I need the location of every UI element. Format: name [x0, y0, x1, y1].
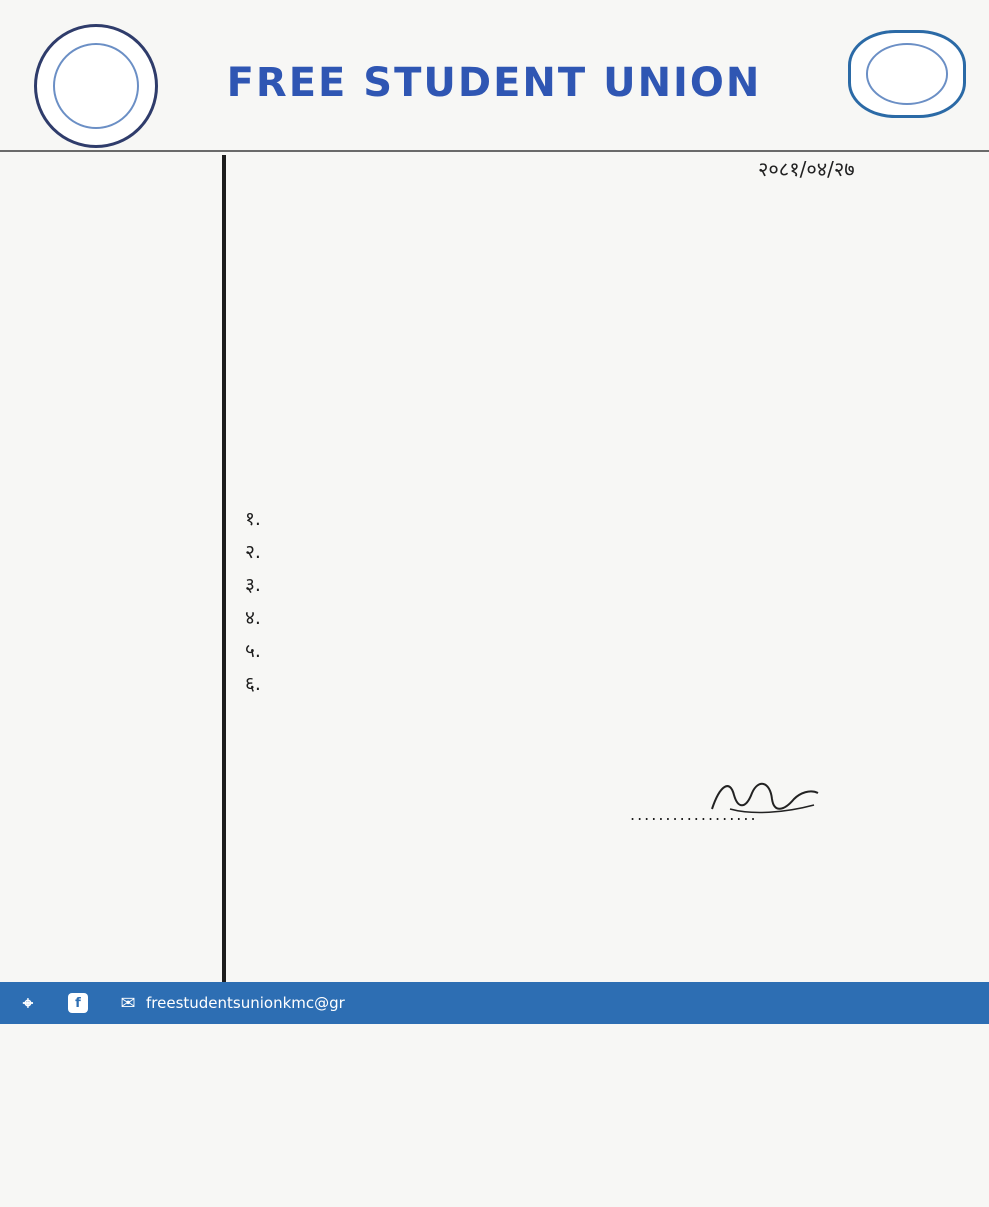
sidebar-member — [30, 639, 212, 679]
student-detail — [472, 569, 960, 602]
sidebar-member-name — [30, 433, 212, 447]
sidebar-member-number — [30, 887, 212, 899]
letter-date: २०८१/०४/२७ — [758, 157, 855, 181]
student-index: ६. — [245, 673, 261, 695]
student-row — [245, 536, 960, 569]
sidebar-member-role — [30, 903, 212, 917]
reference-meta — [46, 110, 136, 114]
location-pin-icon: ⌖ — [22, 992, 34, 1014]
sidebar-member — [30, 199, 212, 239]
sidebar-member-name — [30, 1137, 212, 1151]
sidebar-member-name — [30, 829, 212, 843]
right-seal-inner-ring — [866, 43, 948, 104]
facebook-icon: f — [68, 993, 88, 1013]
sidebar-member-name — [30, 1093, 212, 1107]
sidebar-member-number — [30, 491, 212, 503]
sidebar-member-role — [30, 683, 212, 697]
student-index: ३. — [245, 574, 261, 596]
sidebar-member — [30, 1079, 212, 1119]
title-block — [188, 14, 800, 112]
sidebar-member — [30, 947, 212, 987]
student-index: १. — [245, 508, 261, 530]
sidebar-member — [30, 1123, 212, 1163]
left-seal-logo — [34, 24, 158, 148]
sidebar-member-number — [30, 227, 212, 239]
sidebar-member — [30, 727, 212, 767]
sidebar-member-role — [30, 947, 212, 961]
letter-subject — [245, 279, 960, 305]
sidebar-member-name — [30, 565, 212, 579]
sidebar-member-role — [30, 243, 212, 257]
letter-body — [245, 175, 960, 701]
footer-bar — [0, 982, 989, 1024]
sidebar-member — [30, 507, 212, 547]
student-name — [269, 602, 472, 635]
student-row — [245, 602, 960, 635]
sidebar-member-role — [30, 463, 212, 477]
sidebar-member-name — [30, 213, 212, 227]
student-name — [269, 569, 472, 602]
sidebar-member-name — [30, 653, 212, 667]
sidebar-member-number — [30, 1151, 212, 1163]
sidebar-member-name — [30, 741, 212, 755]
sidebar-member-name — [30, 785, 212, 799]
right-seal-logo — [848, 30, 966, 118]
sidebar-member-role — [30, 507, 212, 521]
sidebar-member-name — [30, 521, 212, 535]
executive-sidebar — [30, 155, 226, 983]
sidebar-member — [30, 243, 212, 283]
sidebar-list — [30, 155, 212, 1207]
sidebar-member — [30, 551, 212, 591]
signature-dotted-line: .................. — [630, 805, 758, 824]
sidebar-member-number — [30, 711, 212, 723]
footer-email[interactable] — [118, 993, 345, 1013]
sidebar-member-role — [30, 331, 212, 345]
sidebar-member-role — [30, 859, 212, 873]
sidebar-member-role — [30, 287, 212, 301]
signature-block — [630, 775, 850, 895]
student-name — [269, 503, 472, 536]
sidebar-member-name — [30, 477, 212, 491]
brand-english: FREE STUDENT UNION — [226, 60, 762, 106]
sidebar-member-name — [30, 257, 212, 271]
footer-facebook[interactable] — [68, 993, 106, 1013]
student-detail — [472, 635, 960, 668]
mail-icon: ✉ — [120, 992, 136, 1014]
sidebar-member — [30, 859, 212, 899]
sidebar-member-number — [30, 183, 212, 195]
student-name — [269, 536, 472, 569]
sidebar-member — [30, 683, 212, 723]
recipient-address — [245, 175, 960, 265]
sidebar-member — [30, 1035, 212, 1075]
letter-body-paragraph — [245, 325, 960, 475]
sidebar-member-role — [30, 375, 212, 389]
student-row — [245, 635, 960, 668]
sidebar-member-name — [30, 917, 212, 931]
sidebar-member — [30, 419, 212, 459]
sidebar-member-number — [30, 755, 212, 767]
sidebar-member-name — [30, 697, 212, 711]
student-index: ५. — [245, 640, 261, 662]
sidebar-member-number — [30, 799, 212, 811]
sidebar-member-name — [30, 301, 212, 315]
student-detail — [472, 668, 960, 701]
sidebar-member — [30, 815, 212, 855]
sidebar-member — [30, 771, 212, 811]
sidebar-member-number — [30, 1107, 212, 1119]
letterhead-header — [0, 0, 989, 152]
student-index: ४. — [245, 607, 261, 629]
sidebar-member-role — [30, 727, 212, 741]
student-detail — [472, 602, 960, 635]
sidebar-member-role — [30, 639, 212, 653]
sidebar-member-name — [30, 345, 212, 359]
sidebar-member-role — [30, 1167, 212, 1181]
left-seal-inner-ring — [53, 43, 140, 130]
recipient-line-3 — [245, 235, 960, 265]
footer-office — [18, 993, 56, 1013]
sidebar-member-role — [30, 155, 212, 169]
sidebar-member-name — [30, 873, 212, 887]
recipient-line-1 — [245, 175, 960, 205]
recipient-line-2 — [245, 205, 960, 235]
sidebar-member-number — [30, 315, 212, 327]
sidebar-member — [30, 903, 212, 943]
sidebar-member-role — [30, 595, 212, 609]
sidebar-member-number — [30, 535, 212, 547]
sidebar-member-name — [30, 1181, 212, 1195]
sidebar-member-number — [30, 1195, 212, 1207]
student-detail — [472, 536, 960, 569]
email-address: freestudentsunionkmc@gr — [146, 994, 345, 1012]
sidebar-member — [30, 463, 212, 503]
sidebar-member-name — [30, 169, 212, 183]
sidebar-member-number — [30, 1063, 212, 1075]
student-row — [245, 569, 960, 602]
sidebar-member-number — [30, 843, 212, 855]
student-detail — [472, 503, 960, 536]
sidebar-member — [30, 155, 212, 195]
sidebar-member-role — [30, 815, 212, 829]
sidebar-member-number — [30, 359, 212, 371]
sidebar-member-number — [30, 623, 212, 635]
sidebar-member-role — [30, 771, 212, 785]
sidebar-member-role — [30, 1079, 212, 1093]
brand-hindi — [188, 20, 800, 54]
student-index: २. — [245, 541, 261, 563]
sidebar-member-name — [30, 1049, 212, 1063]
sidebar-member-name — [30, 961, 212, 975]
sidebar-member-number — [30, 667, 212, 679]
sidebar-member-name — [30, 389, 212, 403]
sidebar-member — [30, 331, 212, 371]
sidebar-member-role — [30, 1035, 212, 1049]
student-row — [245, 668, 960, 701]
sidebar-member-name — [30, 609, 212, 623]
sidebar-member-number — [30, 579, 212, 591]
sidebar-member — [30, 1167, 212, 1207]
student-row — [245, 503, 960, 536]
sidebar-member-number — [30, 271, 212, 283]
sidebar-member — [30, 375, 212, 415]
student-list — [245, 503, 960, 701]
sidebar-member-number — [30, 447, 212, 459]
sidebar-member — [30, 287, 212, 327]
sidebar-member-role — [30, 419, 212, 433]
sidebar-member-number — [30, 931, 212, 943]
student-name — [269, 635, 472, 668]
student-name — [269, 668, 472, 701]
sidebar-member-number — [30, 403, 212, 415]
sidebar-member-role — [30, 551, 212, 565]
sidebar-member — [30, 595, 212, 635]
sidebar-member-role — [30, 1123, 212, 1137]
sidebar-member-role — [30, 199, 212, 213]
